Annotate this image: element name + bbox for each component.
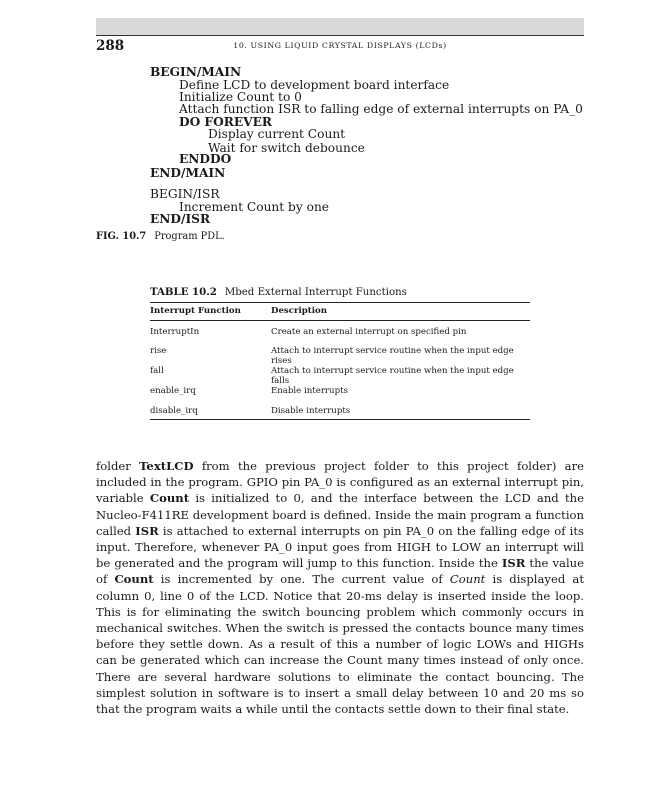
table-row: [150, 320, 530, 346]
table-title: Mbed External Interrupt Functions: [224, 287, 407, 298]
bold-term: Count: [114, 572, 154, 587]
table-cell-description: Disable interrupts: [271, 405, 351, 416]
bold-term: ISR: [135, 523, 159, 538]
body-text-run: is attached to external interrupts on pin PA_0 on the falling edge of its input. Therefore, whenever PA_0 input goes from HIGH to LOW an interrupt will be generated and the program will jump to this function. Inside the: [96, 523, 584, 571]
body-text-run: is initialized to 0, and the interface between the LCD and the Nucleo-F411RE development board is defined. Inside the main program a function called: [96, 491, 584, 538]
pdl-line: DO FOREVER: [179, 115, 272, 129]
table-top-rule: [150, 302, 530, 303]
table-cell-description: Enable interrupts: [271, 386, 348, 396]
pdl-line: Define LCD to development board interface: [179, 78, 450, 92]
pdl-line: END/MAIN: [150, 166, 226, 180]
pdl-line: Increment Count by one: [179, 200, 330, 214]
table-cell-description: Create an external interrupt on specified pin: [271, 327, 467, 337]
table-row: [150, 386, 530, 406]
column-header: Interrupt Function: [150, 306, 241, 316]
running-head: 10. USING LIQUID CRYSTAL DISPLAYS (LCDs): [233, 41, 447, 50]
table-header-row: [150, 306, 530, 320]
pdl-line: Wait for switch debounce: [208, 141, 365, 155]
pdl-line: ENDDO: [179, 152, 232, 166]
table-cell-function: rise: [150, 346, 167, 356]
pdl-line: BEGIN/MAIN: [150, 65, 242, 79]
pdl-line: Display current Count: [208, 127, 346, 141]
body-text-run: the value of: [96, 556, 584, 587]
table-caption: [150, 286, 407, 298]
table-cell-function: fall: [150, 366, 164, 376]
table-row: [150, 406, 530, 426]
italic-term: Count: [449, 572, 486, 587]
pdl-line: Attach function ISR to falling edge of external interrupts on PA_0: [179, 102, 583, 116]
body-text-run: from the previous project folder to this project folder) are included in the program. GPIO pin PA_0 is configured as an external interrupt pin, variable: [96, 459, 584, 506]
figure-label: FIG. 10.7: [96, 231, 147, 242]
body-paragraph: [96, 458, 584, 717]
pdl-line: BEGIN/ISR: [150, 187, 220, 201]
bold-term: Count: [149, 491, 190, 506]
pdl-line: END/ISR: [150, 212, 211, 226]
figure-caption-text: Program PDL.: [154, 231, 225, 242]
table-cell-function: enable_irq: [150, 386, 196, 396]
figure-caption: [96, 231, 225, 242]
page-number: 288: [96, 38, 125, 54]
table-row: [150, 366, 530, 386]
pdl-line: Initialize Count to 0: [179, 90, 302, 104]
table-cell-description: Attach to interrupt service routine when the input edge rises: [271, 346, 514, 366]
table-cell-function: disable_irq: [150, 405, 198, 416]
column-header: Description: [271, 306, 328, 316]
header-bar: [96, 18, 584, 36]
table-row: [150, 346, 530, 366]
table-cell-description: Attach to interrupt service routine when the input edge falls: [271, 366, 514, 386]
body-text-run: folder: [96, 459, 140, 473]
interrupt-functions-table: [150, 306, 530, 425]
body-text-run: is displayed at column 0, line 0 of the LCD. Notice that 20-ms delay is inserted inside the loop. This is for eliminating the switch bouncing problem which commonly occurs in mechanical switches. When the switch is pressed the contacts bounce many times before they settle down. As a result of this a number of logic LOWs and HIGHs can be generated which can increase the Count many times instead of only once. There are several hardware solutions to eliminate the contact bouncing. The simplest solution in software is to insert a small delay between 10 and 20 ms so that the program waits a while until the contacts settle down to their final state.: [96, 572, 584, 717]
body-paragraph-text: [96, 458, 584, 717]
table-cell-function: InterruptIn: [150, 327, 200, 337]
table-label: TABLE 10.2: [150, 286, 217, 298]
bold-term: TextLCD: [139, 459, 194, 473]
body-text-run: is incremented by one. The current value of: [153, 572, 450, 587]
bold-term: ISR: [501, 556, 526, 571]
